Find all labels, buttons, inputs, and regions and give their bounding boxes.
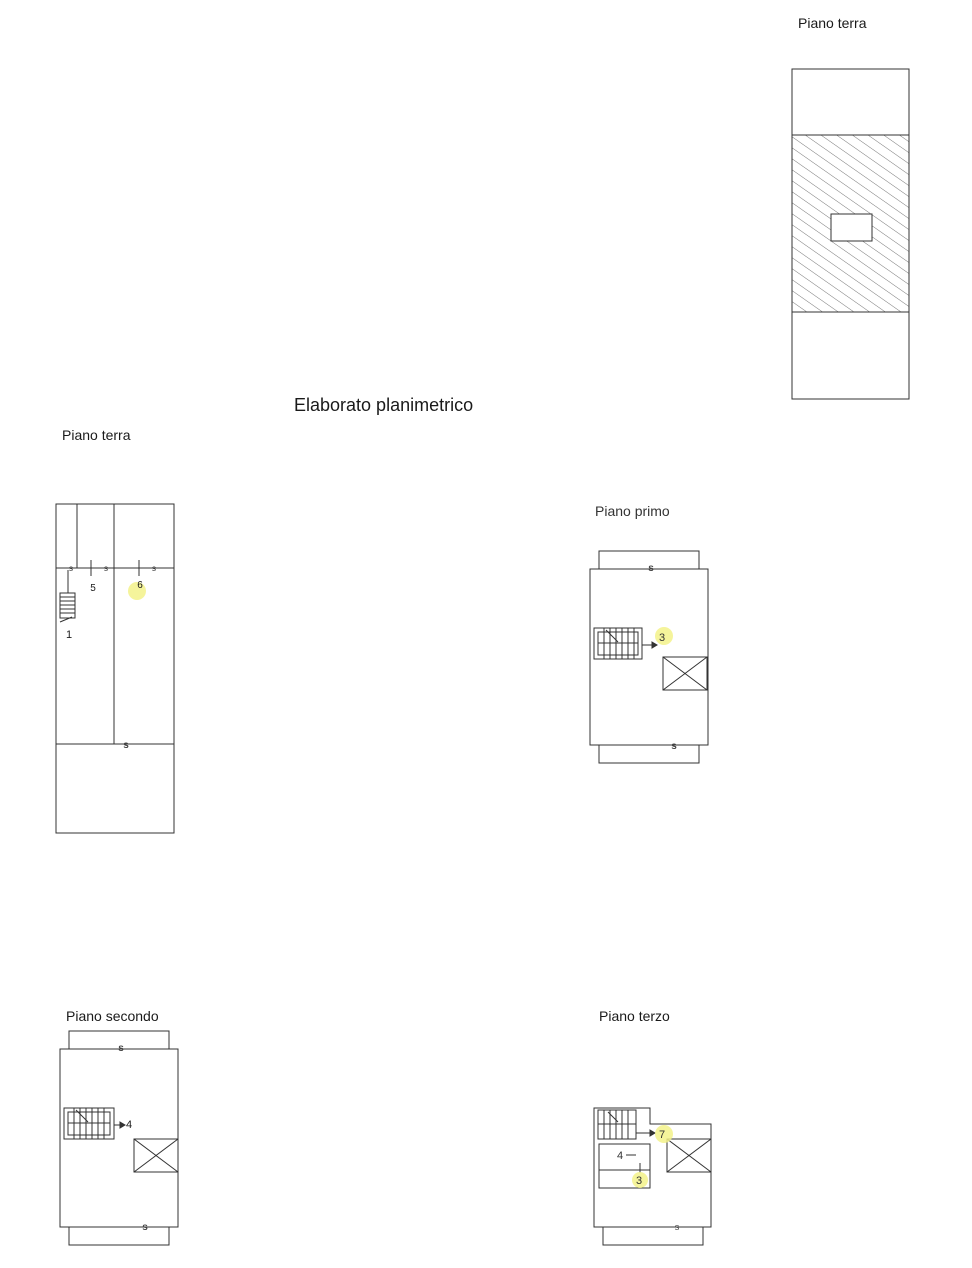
third-unit-7: 7: [658, 1129, 666, 1141]
first-mark-s1: s: [648, 563, 654, 574]
second-floor-label: Piano secondo: [66, 1008, 159, 1024]
site-plan: [792, 69, 909, 399]
document-title: Elaborato planimetrico: [294, 395, 474, 415]
ground-mark-s3: s: [152, 564, 156, 573]
ground-mark-s1: s: [69, 564, 73, 573]
third-unit-3: 3: [635, 1175, 643, 1187]
first-floor-plan: [590, 551, 708, 763]
ground-unit-6: 6: [137, 580, 143, 591]
ground-stair-icon: [60, 570, 75, 622]
third-unit-4: 4: [616, 1150, 624, 1162]
first-unit-3: 3: [658, 632, 666, 644]
second-mark-s2: s: [142, 1222, 148, 1233]
ground-mark-s4: s: [123, 740, 129, 751]
ground-floor-plan: [56, 504, 174, 833]
first-mark-s2: s: [671, 741, 677, 752]
first-floor-label: Piano primo: [595, 503, 670, 519]
site-plan-label: Piano terra: [798, 15, 867, 31]
third-mark-s1: s: [674, 1222, 680, 1232]
courtyard-opening: [831, 214, 872, 241]
ground-unit-1: 1: [65, 629, 73, 641]
ground-floor-label: Piano terra: [62, 427, 131, 443]
ground-unit-5: 5: [90, 583, 96, 594]
second-unit-4: 4: [125, 1119, 133, 1131]
third-floor-label: Piano terzo: [599, 1008, 670, 1024]
third-floor-plan: [594, 1108, 711, 1245]
ground-mark-s2: s: [104, 564, 108, 573]
second-mark-s1: s: [118, 1043, 124, 1054]
second-floor-plan: [60, 1031, 178, 1245]
